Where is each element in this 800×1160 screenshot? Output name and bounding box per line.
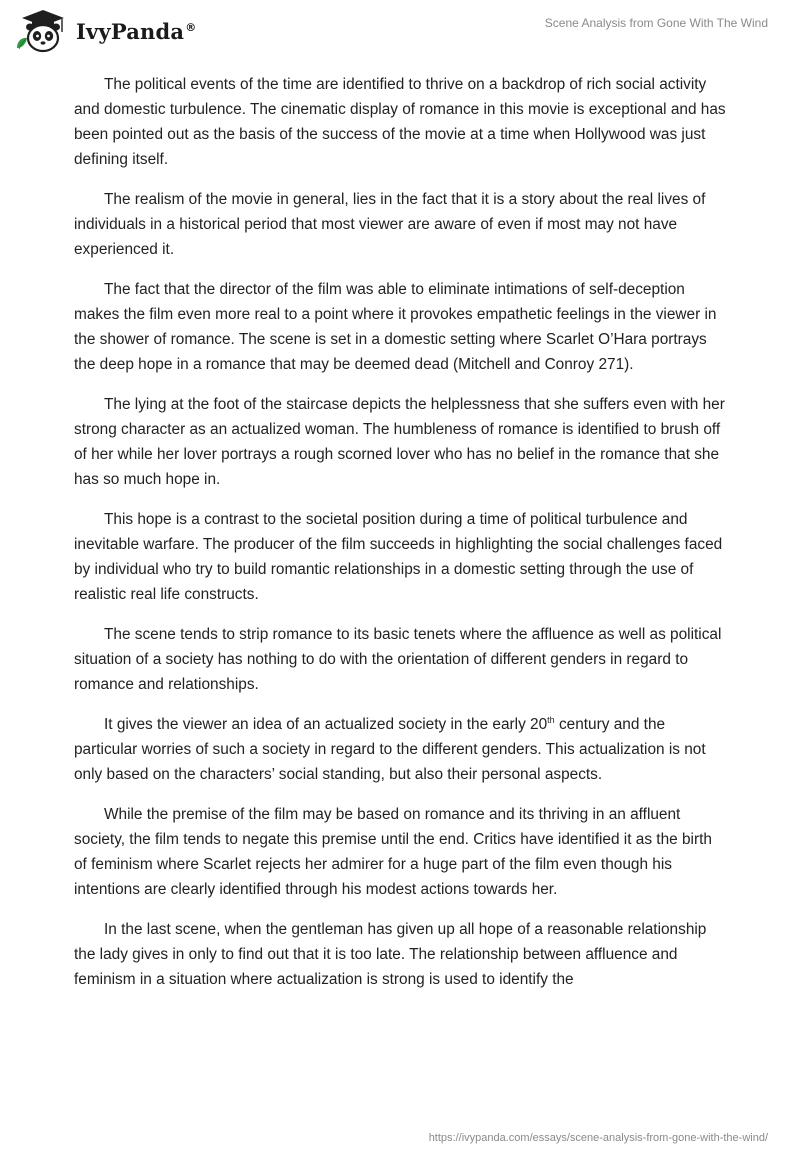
paragraph: This hope is a contrast to the societal position during a time of political turbulence and inevitable warfare. The producer of the film succeeds in highlighting the social challenges faced by individual who try to build romantic relationships in a domestic setting through the use of realistic real life constructs.	[74, 511, 723, 603]
essay-body	[74, 72, 726, 1007]
paragraph: While the premise of the film may be based on romance and its thriving in an affluent society, the film tends to negate this premise until the end. Critics have identified it as the birth of feminism where Scarlet rejects her admirer for a huge part of the film even though his intentions are clearly identified through his modest actions towards her.	[74, 806, 712, 898]
page-header	[0, 0, 800, 60]
ivypanda-logo[interactable]	[14, 8, 196, 54]
superscript: th	[547, 714, 555, 725]
paragraph: The realism of the movie in general, lies in the fact that it is a story about the real lives of individuals in a historical period that most viewer are aware of even if most may not have experienced it.	[74, 191, 706, 258]
paragraph: The political events of the time are identified to thrive on a backdrop of rich social activity and domestic turbulence. The cinematic display of romance in this movie is exceptional and has been pointed out as the basis of the success of the movie at a time when Hollywood was just defining itself.	[74, 76, 726, 168]
paragraph	[74, 712, 726, 787]
source-url[interactable]: https://ivypanda.com/essays/scene-analysis-from-gone-with-the-wind/	[428, 1132, 768, 1144]
panda-logo-icon	[14, 8, 72, 54]
registered-mark: ®	[185, 20, 197, 34]
paragraph: The scene tends to strip romance to its basic tenets where the affluence as well as political situation of a society has nothing to do with the orientation of different genders in regard to romance and relationships.	[74, 626, 722, 693]
document-title: Scene Analysis from Gone With The Wind	[544, 16, 768, 30]
brand-name: IvyPanda®	[76, 18, 197, 44]
paragraph: The fact that the director of the film was able to eliminate intimations of self-deception makes the film even more real to a point where it provokes empathetic feelings in the viewer in the shower of romance. The scene is set in a domestic setting where Scarlet O’Hara portrays the deep hope in a romance that may be deemed dead (Mitchell and Conroy 271).	[74, 281, 717, 373]
paragraph-text: century and the particular worries of such a society in regard to the different genders. This actualization is not only based on the characters’ social standing, but also their personal aspects.	[74, 716, 706, 783]
paragraph-text: It gives the viewer an idea of an actualized society in the early 20	[104, 716, 548, 733]
paragraph: In the last scene, when the gentleman has given up all hope of a reasonable relationship the lady gives in only to find out that it is too late. The relationship between affluence and feminism in a situation where actualization is strong is used to identify the	[74, 921, 707, 988]
paragraph: The lying at the foot of the staircase depicts the helplessness that she suffers even with her strong character as an actualized woman. The humbleness of romance is identified to brush off of her while her lover portrays a rough scorned lover who has no belief in the romance that she has so much hope in.	[74, 396, 725, 488]
